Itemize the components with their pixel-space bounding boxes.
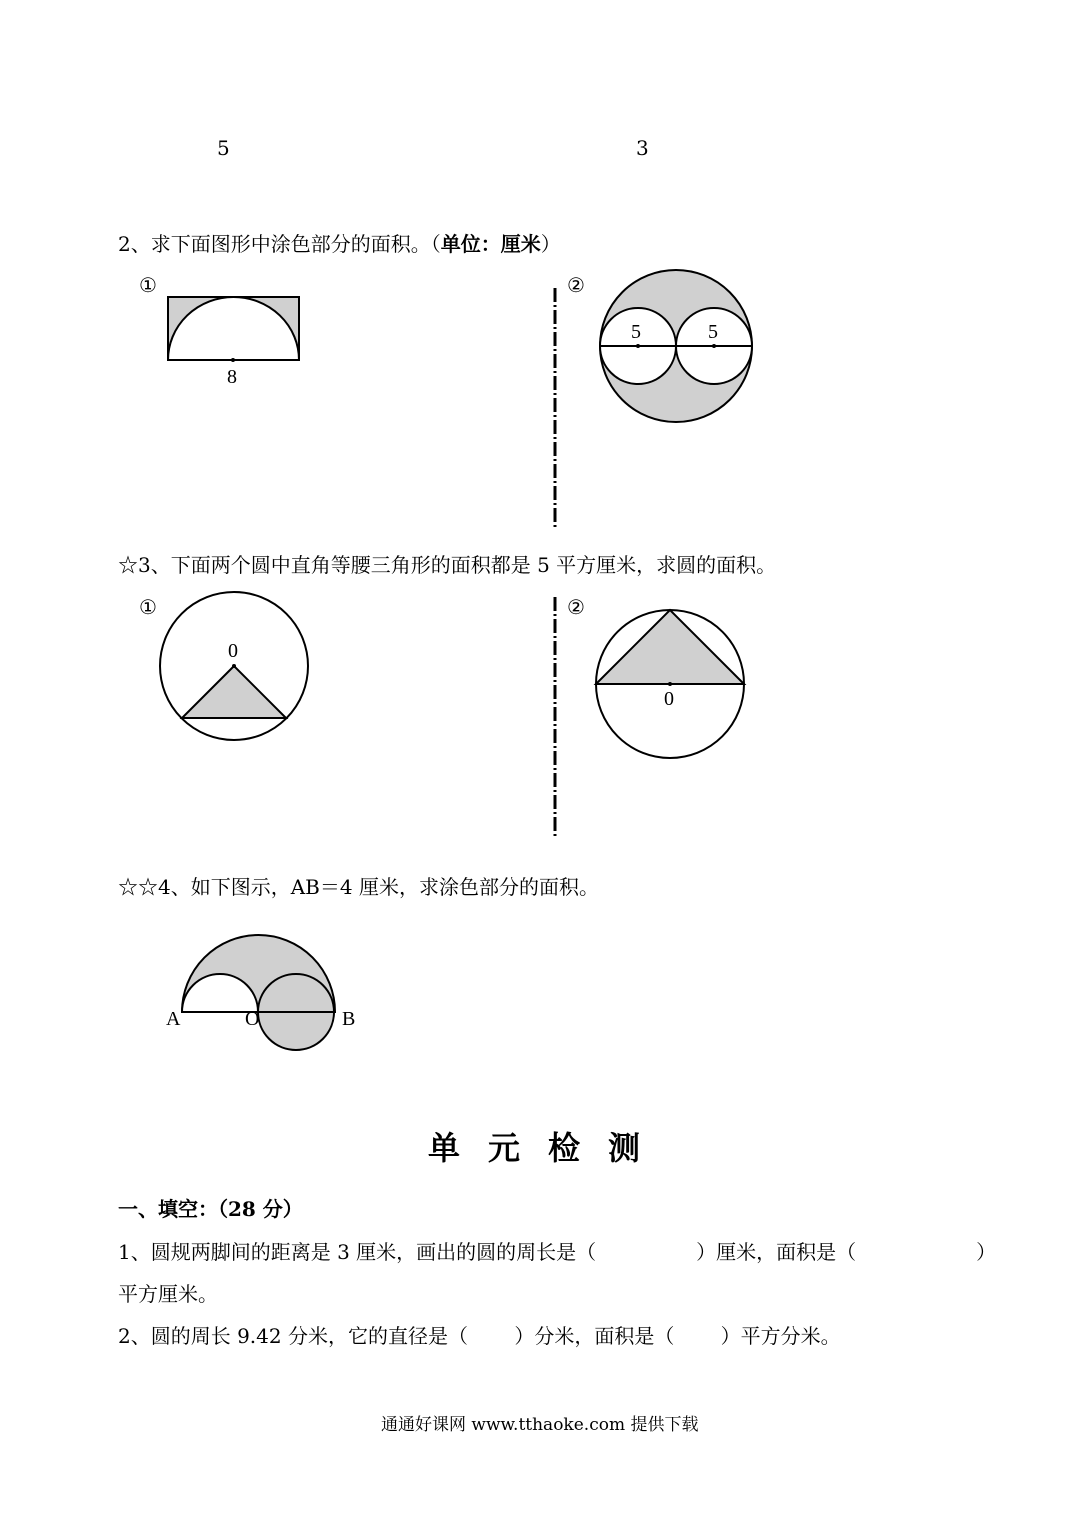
part1-heading: 一、填空：（28 分）: [118, 1197, 303, 1221]
q4-label-a: A: [166, 1008, 181, 1030]
q2-fig2-marker: ②: [567, 273, 585, 297]
q3-fig2-marker: ②: [567, 595, 585, 619]
q3-fig1-marker: ①: [139, 595, 157, 619]
q3-prompt: ☆3、下面两个圆中直角等腰三角形的面积都是 5 平方厘米，求圆的面积。: [118, 553, 777, 577]
q2-fig2-right-label: 5: [708, 321, 718, 343]
part1-item1-line2: 平方厘米。: [118, 1282, 218, 1306]
q3-fig1-center-label: 0: [228, 640, 238, 662]
page-footer: 通通好课网 www.tthaoke.com 提供下载: [381, 1415, 699, 1435]
section-title: 单元检测: [428, 1129, 669, 1167]
part1-item1-line1: 1、圆规两脚间的距离是 3 厘米，画出的圆的周长是（ ）厘米，面积是（ ）: [118, 1240, 997, 1264]
q2-unit: 单位：厘米: [440, 232, 541, 256]
q2-fig1-base-label: 8: [227, 366, 237, 388]
q3-fig2-center-label: 0: [664, 688, 674, 710]
top-label-left: 5: [217, 136, 230, 160]
top-label-right: 3: [636, 136, 649, 160]
q2-close: ）: [540, 232, 561, 256]
q4-label-b: B: [342, 1008, 356, 1030]
q2-fig2-left-label: 5: [631, 321, 641, 343]
part1-item2: 2、圆的周长 9.42 分米，它的直径是（ ）分米，面积是（ ）平方分米。: [118, 1324, 841, 1348]
q2-text: 2、求下面图形中涂色部分的面积。（: [118, 232, 441, 256]
q4-prompt: ☆☆4、如下图示，AB＝4 厘米，求涂色部分的面积。: [118, 875, 599, 899]
q4-label-o: O: [245, 1008, 260, 1030]
q2-fig1-marker: ①: [139, 273, 157, 297]
